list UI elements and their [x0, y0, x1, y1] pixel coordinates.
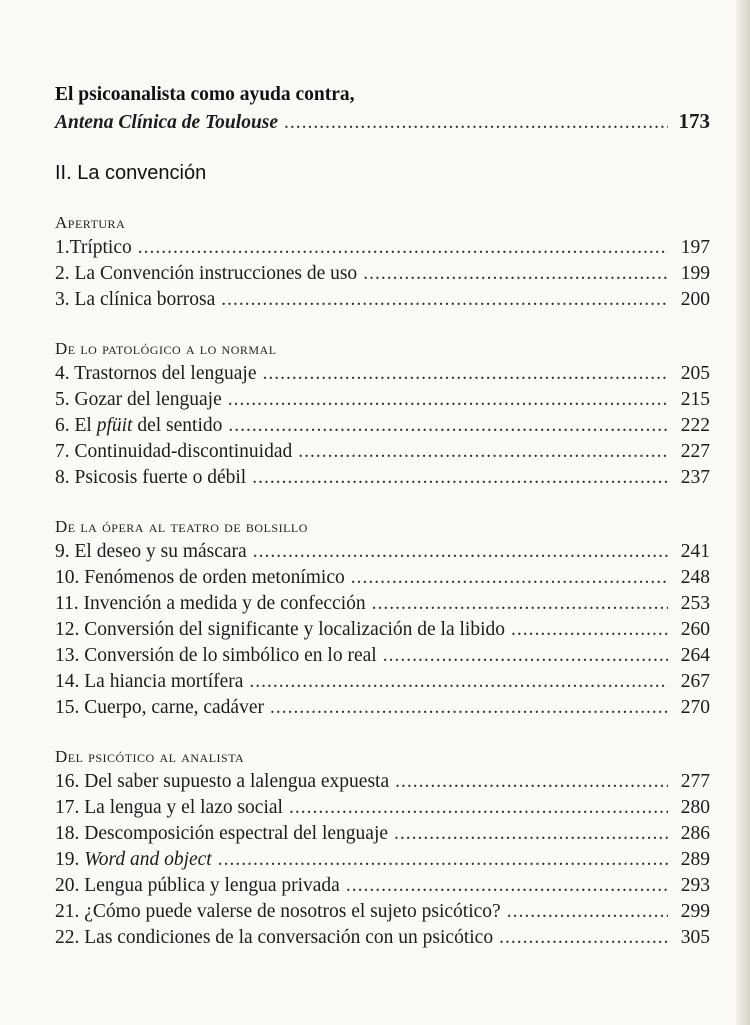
entry-title: 15. Cuerpo, carne, cadáver	[55, 697, 264, 718]
entry-title: 13. Conversión de lo simbólico en lo real	[55, 645, 377, 666]
section-title: De la ópera al teatro de bolsillo	[55, 517, 308, 536]
dot-leader	[138, 235, 668, 261]
section-title: De lo patológico a lo normal	[55, 339, 277, 358]
page-number: 205	[680, 363, 710, 384]
lead-entry-line[interactable]	[55, 108, 710, 134]
dot-leader	[284, 110, 668, 136]
page-number: 293	[680, 875, 710, 896]
page-number: 280	[680, 797, 710, 818]
page-number: 200	[680, 289, 710, 310]
dot-leader	[262, 361, 668, 387]
toc-entry[interactable]	[55, 899, 710, 925]
toc-entry[interactable]	[55, 847, 710, 873]
page-number: 277	[680, 771, 710, 792]
toc-entry[interactable]	[55, 925, 710, 951]
dot-leader	[249, 669, 668, 695]
page-number: 289	[680, 849, 710, 870]
dot-leader	[228, 387, 668, 413]
toc-entry[interactable]	[55, 643, 710, 669]
entry-title-emphasis: pfüit	[96, 415, 133, 436]
entry-title: 8. Psicosis fuerte o débil	[55, 467, 247, 488]
entry-title: 7. Continuidad-discontinuidad	[55, 441, 293, 462]
entry-title: 22. Las condiciones de la conversación con un psicótico	[55, 927, 494, 948]
toc-entry[interactable]	[55, 387, 710, 413]
entry-title: 9. El deseo y su máscara	[55, 541, 247, 562]
page-number: 299	[680, 901, 710, 922]
dot-leader	[228, 413, 668, 439]
entry-title: 21. ¿Cómo puede valerse de nosotros el sujeto psicótico?	[55, 901, 501, 922]
toc-entry[interactable]	[55, 795, 710, 821]
dot-leader	[218, 847, 668, 873]
entry-title: 18. Descomposición espectral del lenguaje	[55, 823, 389, 844]
page-number: 264	[680, 645, 710, 666]
dot-leader	[372, 591, 668, 617]
entry-title-prefix: 19.	[55, 849, 85, 870]
dot-leader	[289, 795, 668, 821]
toc-entry[interactable]	[55, 439, 710, 465]
sections-container	[55, 211, 710, 951]
section-title: Apertura	[55, 213, 126, 232]
entry-title: 11. Invención a medida y de confección	[55, 593, 366, 614]
page-number: 260	[680, 619, 710, 640]
entry-title: 3. La clínica borrosa	[55, 289, 216, 310]
toc-entry[interactable]	[55, 769, 710, 795]
entry-title	[55, 847, 212, 873]
lead-entry	[55, 82, 710, 134]
toc-entry[interactable]	[55, 465, 710, 491]
entry-title: 14. La hiancia mortífera	[55, 671, 244, 692]
entry-title	[55, 413, 222, 439]
page-number: 237	[680, 467, 710, 488]
toc-entry[interactable]	[55, 695, 710, 721]
entry-title-suffix: del sentido	[132, 415, 223, 436]
page-edge	[736, 0, 750, 1025]
dot-leader	[351, 565, 668, 591]
toc-entry[interactable]	[55, 669, 710, 695]
dot-leader	[383, 643, 668, 669]
table-of-contents	[55, 82, 710, 951]
toc-entry[interactable]	[55, 261, 710, 287]
toc-section	[55, 337, 710, 491]
dot-leader	[363, 261, 668, 287]
page-number: 197	[680, 237, 710, 258]
entry-title: 20. Lengua pública y lengua privada	[55, 875, 340, 896]
entry-title: 17. La lengua y el lazo social	[55, 797, 283, 818]
entry-title-prefix: 6. El	[55, 415, 97, 436]
toc-entry[interactable]	[55, 287, 710, 313]
toc-section	[55, 211, 710, 313]
toc-entry[interactable]	[55, 361, 710, 387]
dot-leader	[221, 287, 668, 313]
dot-leader	[252, 465, 668, 491]
toc-entry[interactable]	[55, 873, 710, 899]
toc-section	[55, 745, 710, 951]
entry-title: 2. La Convención instrucciones de uso	[55, 263, 358, 284]
entry-title: 10. Fenómenos de orden metonímico	[55, 567, 345, 588]
toc-entry[interactable]	[55, 617, 710, 643]
part-title: II. La convención	[55, 162, 207, 184]
entry-title: 4. Trastornos del lenguaje	[55, 363, 257, 384]
dot-leader	[507, 899, 668, 925]
page-number: 241	[680, 541, 710, 562]
toc-entry[interactable]	[55, 539, 710, 565]
dot-leader	[511, 617, 668, 643]
page-number: 248	[680, 567, 710, 588]
dot-leader	[346, 873, 668, 899]
entry-title: 16. Del saber supuesto a lalengua expuesta	[55, 771, 390, 792]
page-number: 270	[680, 697, 710, 718]
page-number: 173	[678, 109, 710, 133]
entry-title: 1.Tríptico	[55, 237, 132, 258]
toc-entry[interactable]	[55, 821, 710, 847]
page-number: 199	[680, 263, 710, 284]
dot-leader	[270, 695, 668, 721]
page-number: 253	[680, 593, 710, 614]
dot-leader	[253, 539, 668, 565]
entry-title-emphasis: Word and object	[84, 849, 212, 870]
section-title: Del psicótico al analista	[55, 747, 245, 766]
dot-leader	[394, 821, 668, 847]
dot-leader	[499, 925, 668, 951]
toc-entry[interactable]	[55, 591, 710, 617]
lead-entry-title: El psicoanalista como ayuda contra,	[55, 84, 355, 105]
page-number: 305	[680, 927, 710, 948]
toc-entry[interactable]	[55, 235, 710, 261]
toc-entry[interactable]	[55, 413, 710, 439]
page-number: 267	[680, 671, 710, 692]
page-number: 222	[680, 415, 710, 436]
toc-entry[interactable]	[55, 565, 710, 591]
page-number: 215	[680, 389, 710, 410]
dot-leader	[298, 439, 668, 465]
toc-section	[55, 515, 710, 721]
page-number: 227	[680, 441, 710, 462]
page-number: 286	[680, 823, 710, 844]
lead-entry-subtitle: Antena Clínica de Toulouse	[55, 112, 279, 133]
dot-leader	[395, 769, 668, 795]
entry-title: 5. Gozar del lenguaje	[55, 389, 222, 410]
entry-title: 12. Conversión del significante y localización de la libido	[55, 619, 506, 640]
